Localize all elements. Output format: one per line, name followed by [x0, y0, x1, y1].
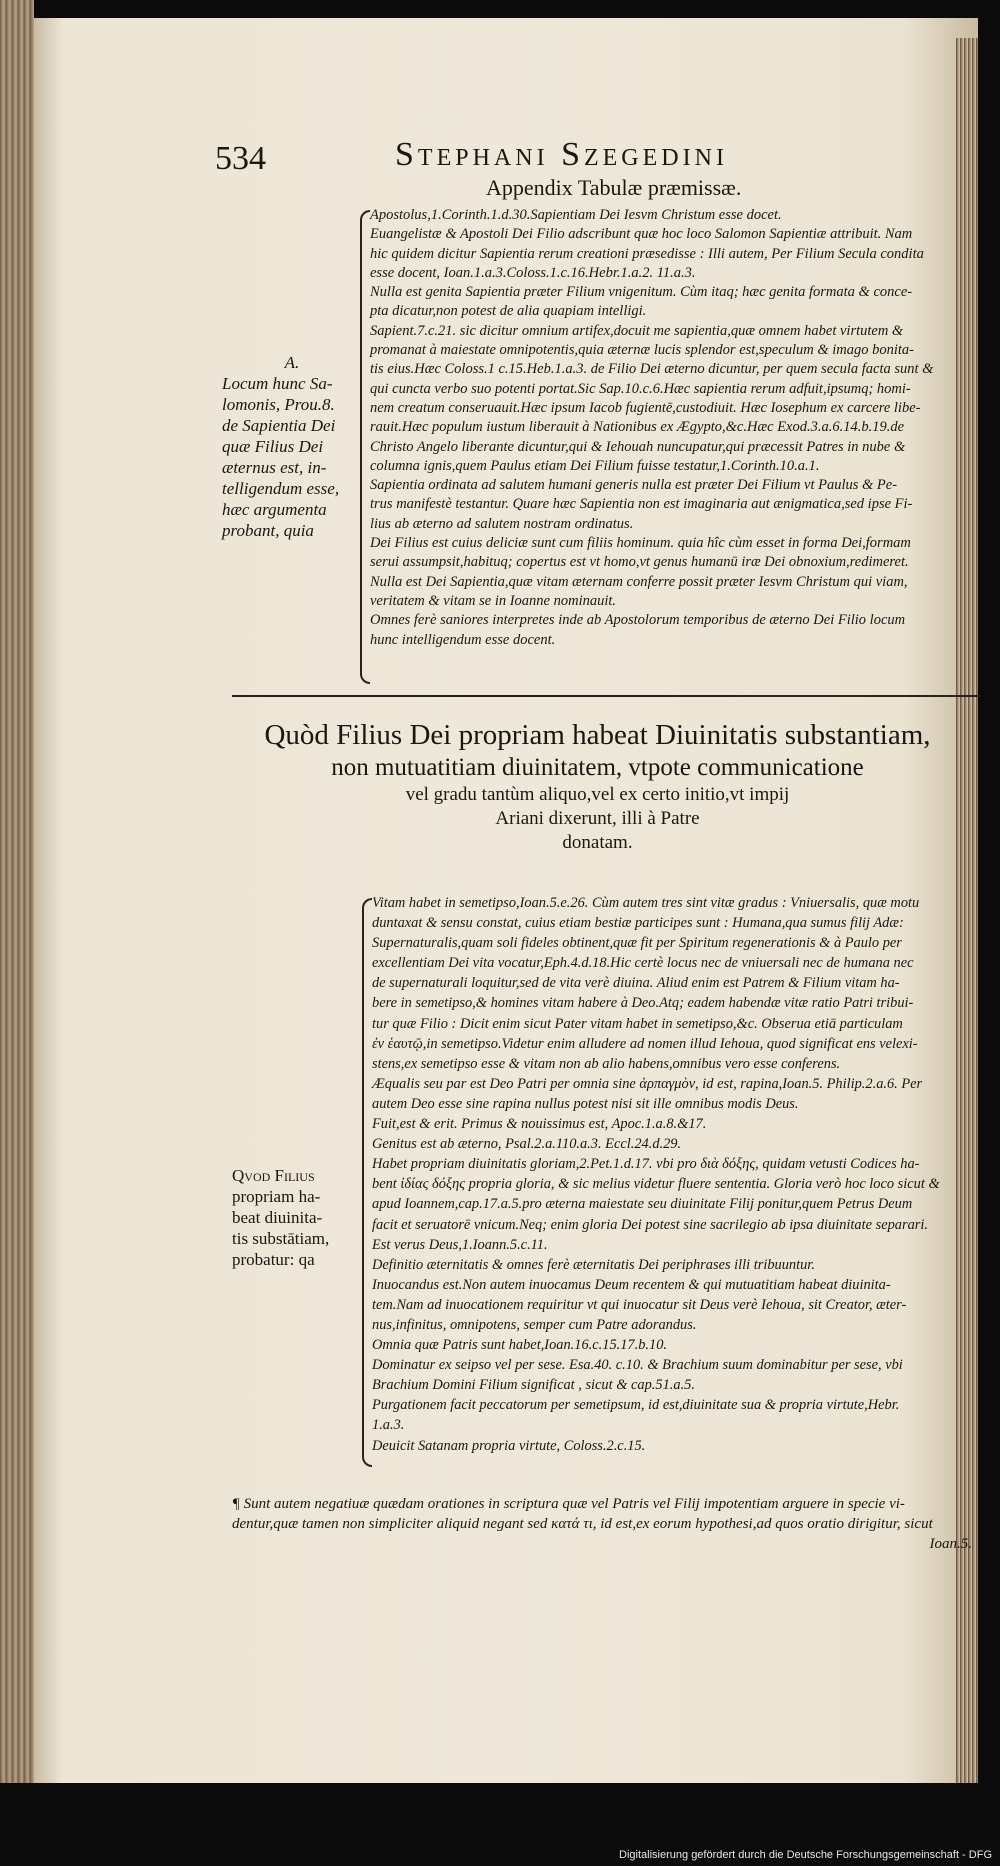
entry-line: Dei Filius est cuius deliciæ sunt cum filiis hominum. quia hîc cùm esset in forma Dei,formam [370, 535, 911, 552]
entry-line: Nulla est genita Sapientia præter Filium vnigenitum. Cùm itaq; hæc genita formata & conce- [370, 284, 913, 301]
entry-line: Definitio æternitatis & omnes ferè æternitatis Dei periphrases illi tribuuntur. [372, 1256, 815, 1273]
title-line-4: Ariani dixerunt, illi à Patre [495, 808, 700, 829]
entry-line: Dominatur ex seipso vel per sese. Esa.40. c.10. & Brachium suum dominabitur per sese, vbi [372, 1357, 903, 1374]
book-spine [0, 0, 34, 1783]
margin-line: tis substātiam, [232, 1229, 330, 1248]
entry-line: apud Ioannem,cap.17.a.5.pro æterna maiestate seu diuinitate Filij ponitur,quem Petrus Deum [372, 1196, 913, 1213]
margin-note-a [222, 352, 362, 541]
entry-line: pta dicatur,non potest de alia quapiam intelligi. [370, 303, 647, 320]
entry-line: Apostolus,1.Corinth.1.d.30.Sapientiam Dei Iesvm Christum esse docet. [370, 207, 782, 223]
entry-line: de supernaturali loquitur,sed de vita verè diuina. Aliud enim est Patrem & Filium vitam ha- [372, 975, 900, 992]
entry-line: columna ignis,quem Paulus etiam Dei Filium fuisse testatur,1.Corinth.10.a.1. [370, 457, 820, 474]
entry-line: Inuocandus est.Non autem inuocamus Deum recentem & qui mutuatitiam habeat diuinita- [372, 1276, 891, 1293]
title-line-1: Quòd Filius Dei propriam habeat Diuinitatis substantiam, [264, 719, 931, 751]
entry-line: Supernaturalis,quam soli fideles obtinent,quæ fit per Spiritum regenerationis & à Paulo per [372, 935, 902, 952]
footnote-line: Ioan.5. [929, 1536, 972, 1552]
brace-2 [362, 898, 372, 1467]
entry-line: veritatem & vitam se in Ioanne nominauit. [370, 592, 617, 609]
entry-line: Christo Angelo liberante dicuntur,qui & Iehouah nuncupatur,qui præcessit Patres in nube & [370, 438, 906, 455]
entry-line: promanat à maiestate omnipotentis,quia æternæ lucis splendor est,speculum & imago bonita- [370, 342, 914, 359]
margin-line: beat diuinita- [232, 1208, 323, 1227]
entry-line: Euangelistæ & Apostoli Dei Filio adscribunt quæ hoc loco Salomon Sapientiæ attribuit. Nam [370, 226, 913, 243]
entry-line: Nulla est Dei Sapientia,quæ vitam æternam conferre possit præter Iesvm Christum qui viam, [370, 573, 908, 590]
entry-line: trus manifestè testantur. Quare hæc Sapientia non est imaginaria aut ænigmatica,sed ipse Fi- [370, 496, 913, 513]
title-line-2: non mutuatitiam diuinitatem, vtpote communicatione [331, 754, 864, 781]
entry-line: Purgationem facit peccatorum per semetipsum, id est,diuinitate sua & propria virtute,Hebr. [372, 1397, 900, 1414]
margin-note-b [232, 1165, 362, 1270]
section-rule [232, 695, 980, 697]
entry-line: Omnes ferè saniores interpretes inde ab Apostolorum temporibus de æterno Dei Filio locum [370, 612, 906, 629]
margin-line: propriam ha- [232, 1187, 321, 1206]
margin-line: probant, quia [222, 521, 314, 540]
entry-line: nem creatum conseruauit.Hæc ipsum Iacob fugientē,custodiuit. Hæc Iosephum ex carcere libe- [370, 399, 921, 416]
entry-line: tur quæ Filio : Dicit enim sicut Pater vitam habet in semetipso,&c. Obserua etiā particulam [372, 1015, 903, 1032]
entry-line: 1.a.3. [372, 1417, 405, 1434]
entry-line: Est verus Deus,1.Ioann.5.c.11. [372, 1236, 548, 1253]
footnote-line: dentur,quæ tamen non simpliciter aliquid negant sed κατά τι, id est,ex eorum hypothesi,ad quos oratio dirigitur, sicut [232, 1516, 933, 1532]
entry-line: facit et seruatorē vnicum.Neq; enim gloria Dei potest sine sacrilegio ab ipsa diuinitate separari. [372, 1216, 928, 1233]
margin-line: Qvod Filius [232, 1166, 315, 1185]
entry-line: rauit.Hæc populum iustum liberauit à Nationibus ex Ægypto,&c.Hæc Exod.3.a.6.14.b.19.de [370, 419, 905, 436]
section-title [215, 718, 980, 855]
margin-line: æternus est, in- [222, 458, 327, 477]
entry-line: Æqualis seu par est Deo Patri per omnia sine ἁρπαγμὸν, id est, rapina,Ioan.5. Philip.2.a.6. Per [372, 1075, 923, 1092]
entry-line: serui assumpsit,habituq; copertus est vt homo,vt genus humanū iræ Dei obnoxium,redimeret. [370, 554, 909, 571]
entry-line: excellentiam Dei vita vocatur,Eph.4.d.18.Hic certè locus nec de vniuersali nec de humana nec [372, 955, 914, 972]
entry-line: Fuit,est & erit. Primus & nouissimus est, Apoc.1.a.8.&17. [372, 1116, 707, 1133]
margin-letter: A. [284, 353, 300, 372]
entry-line: Genitus est ab æterno, Psal.2.a.110.a.3. Eccl.24.d.29. [372, 1136, 682, 1153]
entry-line: tis eius.Hæc Coloss.1 c.15.Heb.1.a.3. de Filio Dei æterno dicuntur, per quem secula facta sunt & [370, 361, 934, 378]
margin-line: probatur: qa [232, 1250, 315, 1269]
title-line-3: vel gradu tantùm aliquo,vel ex certo initio,vt impij [405, 784, 790, 805]
entry-line: bent ἰδίας δόξης propria gloria, & sic melius videtur fluere sententia. Gloria verò hoc loco sicut & [372, 1176, 940, 1193]
entry-line: lius ab æterno ad salutem nostram ordinatus. [370, 515, 634, 532]
entry-line: Omnia quæ Patris sunt habet,Ioan.16.c.15.17.b.10. [372, 1337, 668, 1354]
footnote [232, 1494, 972, 1554]
subheading: Appendix Tabulæ præmissæ. [486, 175, 742, 200]
margin-line: hæc argumenta [222, 500, 327, 519]
entry-line: hunc intelligendum esse docent. [370, 631, 556, 648]
page-number: 534 [215, 140, 266, 177]
entry-line: hic quidem dicitur Sapientia rerum creationi præsedisse : Illi autem, Per Filium Secula condita [370, 245, 924, 262]
entry-line: Habet propriam diuinitatis gloriam,2.Pet.1.d.17. vbi pro διὰ δόξης, quidam vetusti Codices ha- [372, 1156, 920, 1173]
margin-line: de Sapientia Dei [222, 416, 336, 435]
entries-section-1 [370, 206, 933, 650]
entry-line: duntaxat & sensu constat, cuius etiam bestiæ participes sunt : Humana,qua sumus filij Adæ: [372, 915, 904, 932]
entry-line: bere in semetipso,& homines vitam habere à Deo.Atq; eadem habendæ vitæ ratio Patri tribui- [372, 995, 914, 1012]
entry-line: Deuicit Satanam propria virtute, Coloss.2.c.15. [372, 1437, 646, 1454]
digitization-credit: Digitalisierung gefördert durch die Deutsche Forschungsgemeinschaft - DFG [619, 1849, 992, 1861]
margin-line: Locum hunc Sa- [222, 374, 333, 393]
entry-line: qui cuncta verbo suo potenti portat.Sic Sap.10.c.6.Hæc sapientia rerum adfuit,ipsumq; homi- [370, 380, 911, 397]
entries-section-2 [372, 893, 940, 1456]
margin-line: lomonis, Prou.8. [222, 395, 335, 414]
entry-line: Vitam habet in semetipso,Ioan.5.e.26. Cùm autem tres sint vitæ gradus : Vniuersalis, quæ motu [372, 895, 920, 911]
title-line-5: donatam. [562, 832, 633, 853]
entry-line: Sapient.7.c.21. sic dicitur omnium artifex,docuit me sapientia,quæ omnem habet virtutem & [370, 322, 904, 339]
entry-line: nus,infinitus, omnipotens, semper cum Patre adorandus. [372, 1316, 697, 1333]
brace-1 [360, 210, 370, 684]
entry-line: stens,ex semetipso esse & vitam non ab alio habens,omnibus vero esse conferens. [372, 1055, 841, 1072]
entry-line: autem Deo esse sine rapina nullus potest nisi sit ille omnibus modis Deus. [372, 1095, 799, 1112]
entry-line: esse docent, Ioan.1.a.3.Coloss.1.c.16.Hebr.1.a.2. 11.a.3. [370, 264, 696, 281]
running-head: Stephani Szegedini [395, 136, 728, 173]
margin-line: telligendum esse, [222, 479, 340, 498]
entry-line: tem.Nam ad inuocationem requiritur vt qui inuocatur sit Deus verè Iehoua, sit Creator, æter- [372, 1296, 907, 1313]
entry-line: Sapientia ordinata ad salutem humani generis nulla est præter Dei Filium vt Paulus & Pe- [370, 477, 898, 494]
footnote-line: ¶ Sunt autem negatiuæ quædam orationes in scriptura quæ vel Patris vel Filij impotentiam arguere in specie vi- [232, 1496, 905, 1512]
entry-line: ἐν ἑαυτῷ,in semetipso.Videtur enim alludere ad nomen illud Iehoua, quod significat ens velexi- [372, 1035, 918, 1052]
entry-line: Brachium Domini Filium significat , sicut & cap.51.a.5. [372, 1377, 695, 1394]
margin-line: quæ Filius Dei [222, 437, 324, 456]
